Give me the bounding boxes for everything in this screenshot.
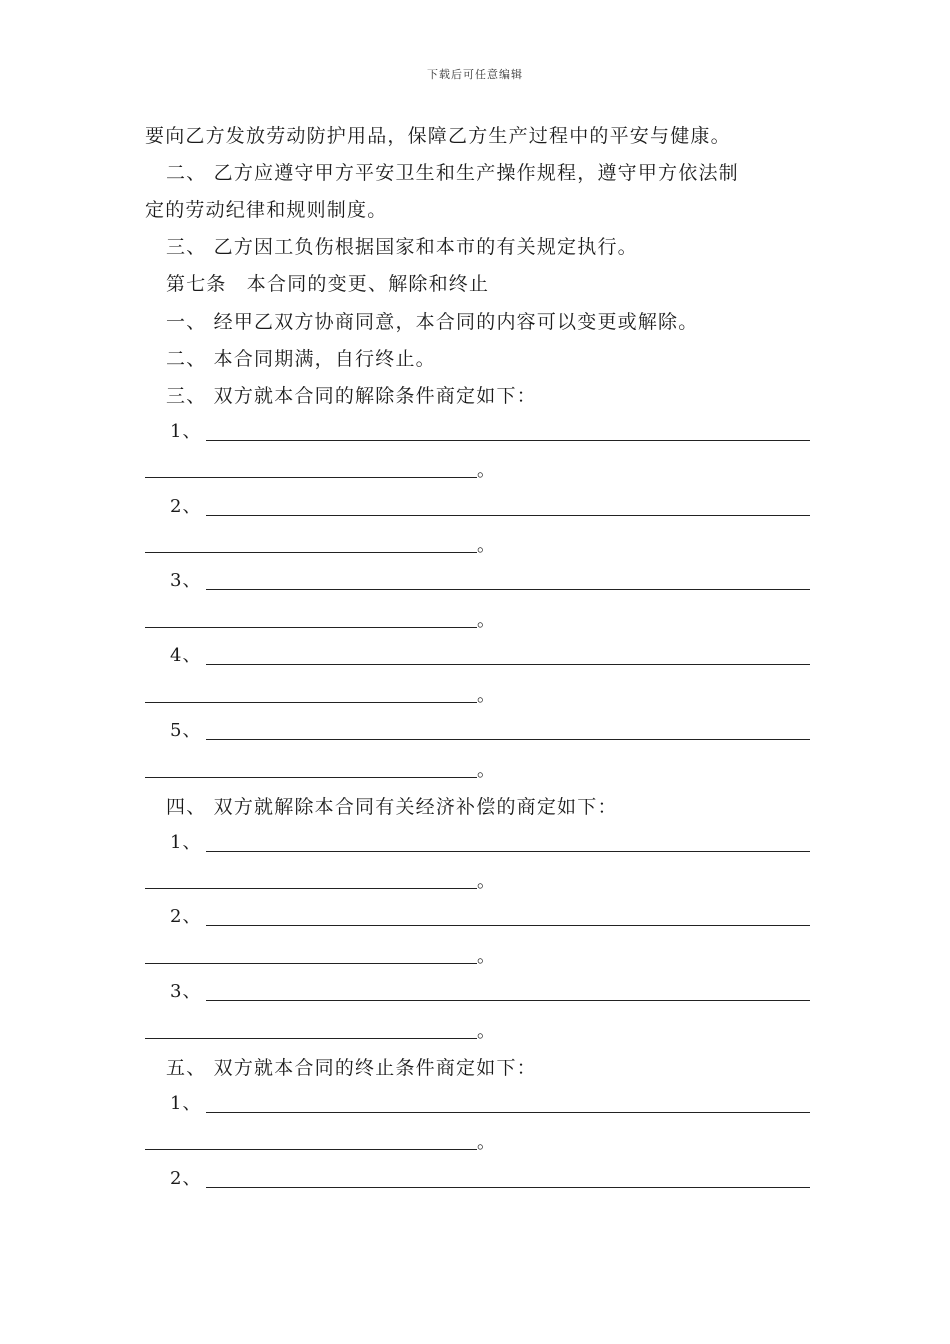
blank-line-tail[interactable]: [145, 1017, 505, 1043]
clause-item: 二、 乙方应遵守甲方平安卫生和生产操作规程，遵守甲方依法制: [166, 162, 739, 184]
period: 。: [477, 946, 495, 967]
item-number: 3、: [170, 981, 202, 1002]
period: 。: [477, 535, 495, 556]
fill-in-line[interactable]: [145, 777, 477, 778]
period: 。: [477, 1132, 495, 1153]
blank-line-tail[interactable]: [145, 756, 505, 782]
blank-line-tail[interactable]: [145, 606, 505, 632]
period: 。: [477, 610, 495, 631]
fill-in-line[interactable]: [145, 888, 477, 889]
item-number: 2、: [170, 496, 202, 517]
blank-line-row[interactable]: [170, 830, 810, 856]
fill-in-line[interactable]: [206, 1112, 810, 1113]
period: 。: [477, 1021, 495, 1042]
blank-line-row[interactable]: [170, 568, 810, 594]
clause-item: 一、 经甲乙双方协商同意，本合同的内容可以变更或解除。: [166, 311, 699, 333]
blank-line-row[interactable]: [170, 419, 810, 445]
fill-in-line[interactable]: [206, 1187, 810, 1188]
clause-item: 四、 双方就解除本合同有关经济补偿的商定如下：: [166, 796, 618, 818]
fill-in-line[interactable]: [206, 589, 810, 590]
article-heading: 第七条 本合同的变更、解除和终止: [166, 273, 490, 295]
item-number: 5、: [170, 720, 202, 741]
item-number: 1、: [170, 1093, 202, 1114]
fill-in-line[interactable]: [145, 1149, 477, 1150]
fill-in-line[interactable]: [206, 851, 810, 852]
fill-in-line[interactable]: [145, 627, 477, 628]
blank-line-row[interactable]: [170, 904, 810, 930]
fill-in-line[interactable]: [206, 1000, 810, 1001]
clause-item: 三、 双方就本合同的解除条件商定如下：: [166, 385, 537, 407]
item-number: 2、: [170, 906, 202, 927]
clause-item: 二、 本合同期满，自行终止。: [166, 348, 436, 370]
fill-in-line[interactable]: [206, 664, 810, 665]
period: 。: [477, 760, 495, 781]
blank-line-tail[interactable]: [145, 531, 505, 557]
fill-in-line[interactable]: [206, 925, 810, 926]
item-number: 2、: [170, 1168, 202, 1189]
blank-line-row[interactable]: [170, 494, 810, 520]
item-number: 1、: [170, 832, 202, 853]
blank-line-tail[interactable]: [145, 456, 505, 482]
blank-line-tail[interactable]: [145, 867, 505, 893]
blank-line-row[interactable]: [170, 1091, 810, 1117]
fill-in-line[interactable]: [145, 963, 477, 964]
fill-in-line[interactable]: [145, 552, 477, 553]
blank-line-row[interactable]: [170, 643, 810, 669]
blank-line-tail[interactable]: [145, 1128, 505, 1154]
blank-line-row[interactable]: [170, 979, 810, 1005]
item-number: 4、: [170, 645, 202, 666]
blank-line-tail[interactable]: [145, 681, 505, 707]
fill-in-line[interactable]: [145, 702, 477, 703]
period: 。: [477, 460, 495, 481]
paragraph: 定的劳动纪律和规则制度。: [145, 199, 388, 221]
item-number: 3、: [170, 570, 202, 591]
blank-line-row[interactable]: [170, 1166, 810, 1192]
fill-in-line[interactable]: [145, 477, 477, 478]
paragraph: 要向乙方发放劳动防护用品，保障乙方生产过程中的平安与健康。: [145, 125, 731, 147]
blank-line-tail[interactable]: [145, 942, 505, 968]
fill-in-line[interactable]: [145, 1038, 477, 1039]
period: 。: [477, 685, 495, 706]
fill-in-line[interactable]: [206, 739, 810, 740]
period: 。: [477, 871, 495, 892]
clause-item: 五、 双方就本合同的终止条件商定如下：: [166, 1057, 537, 1079]
fill-in-line[interactable]: [206, 440, 810, 441]
page-header: 下载后可任意编辑: [427, 68, 523, 81]
fill-in-line[interactable]: [206, 515, 810, 516]
clause-item: 三、 乙方因工负伤根据国家和本市的有关规定执行。: [166, 236, 638, 258]
blank-line-row[interactable]: [170, 718, 810, 744]
item-number: 1、: [170, 421, 202, 442]
